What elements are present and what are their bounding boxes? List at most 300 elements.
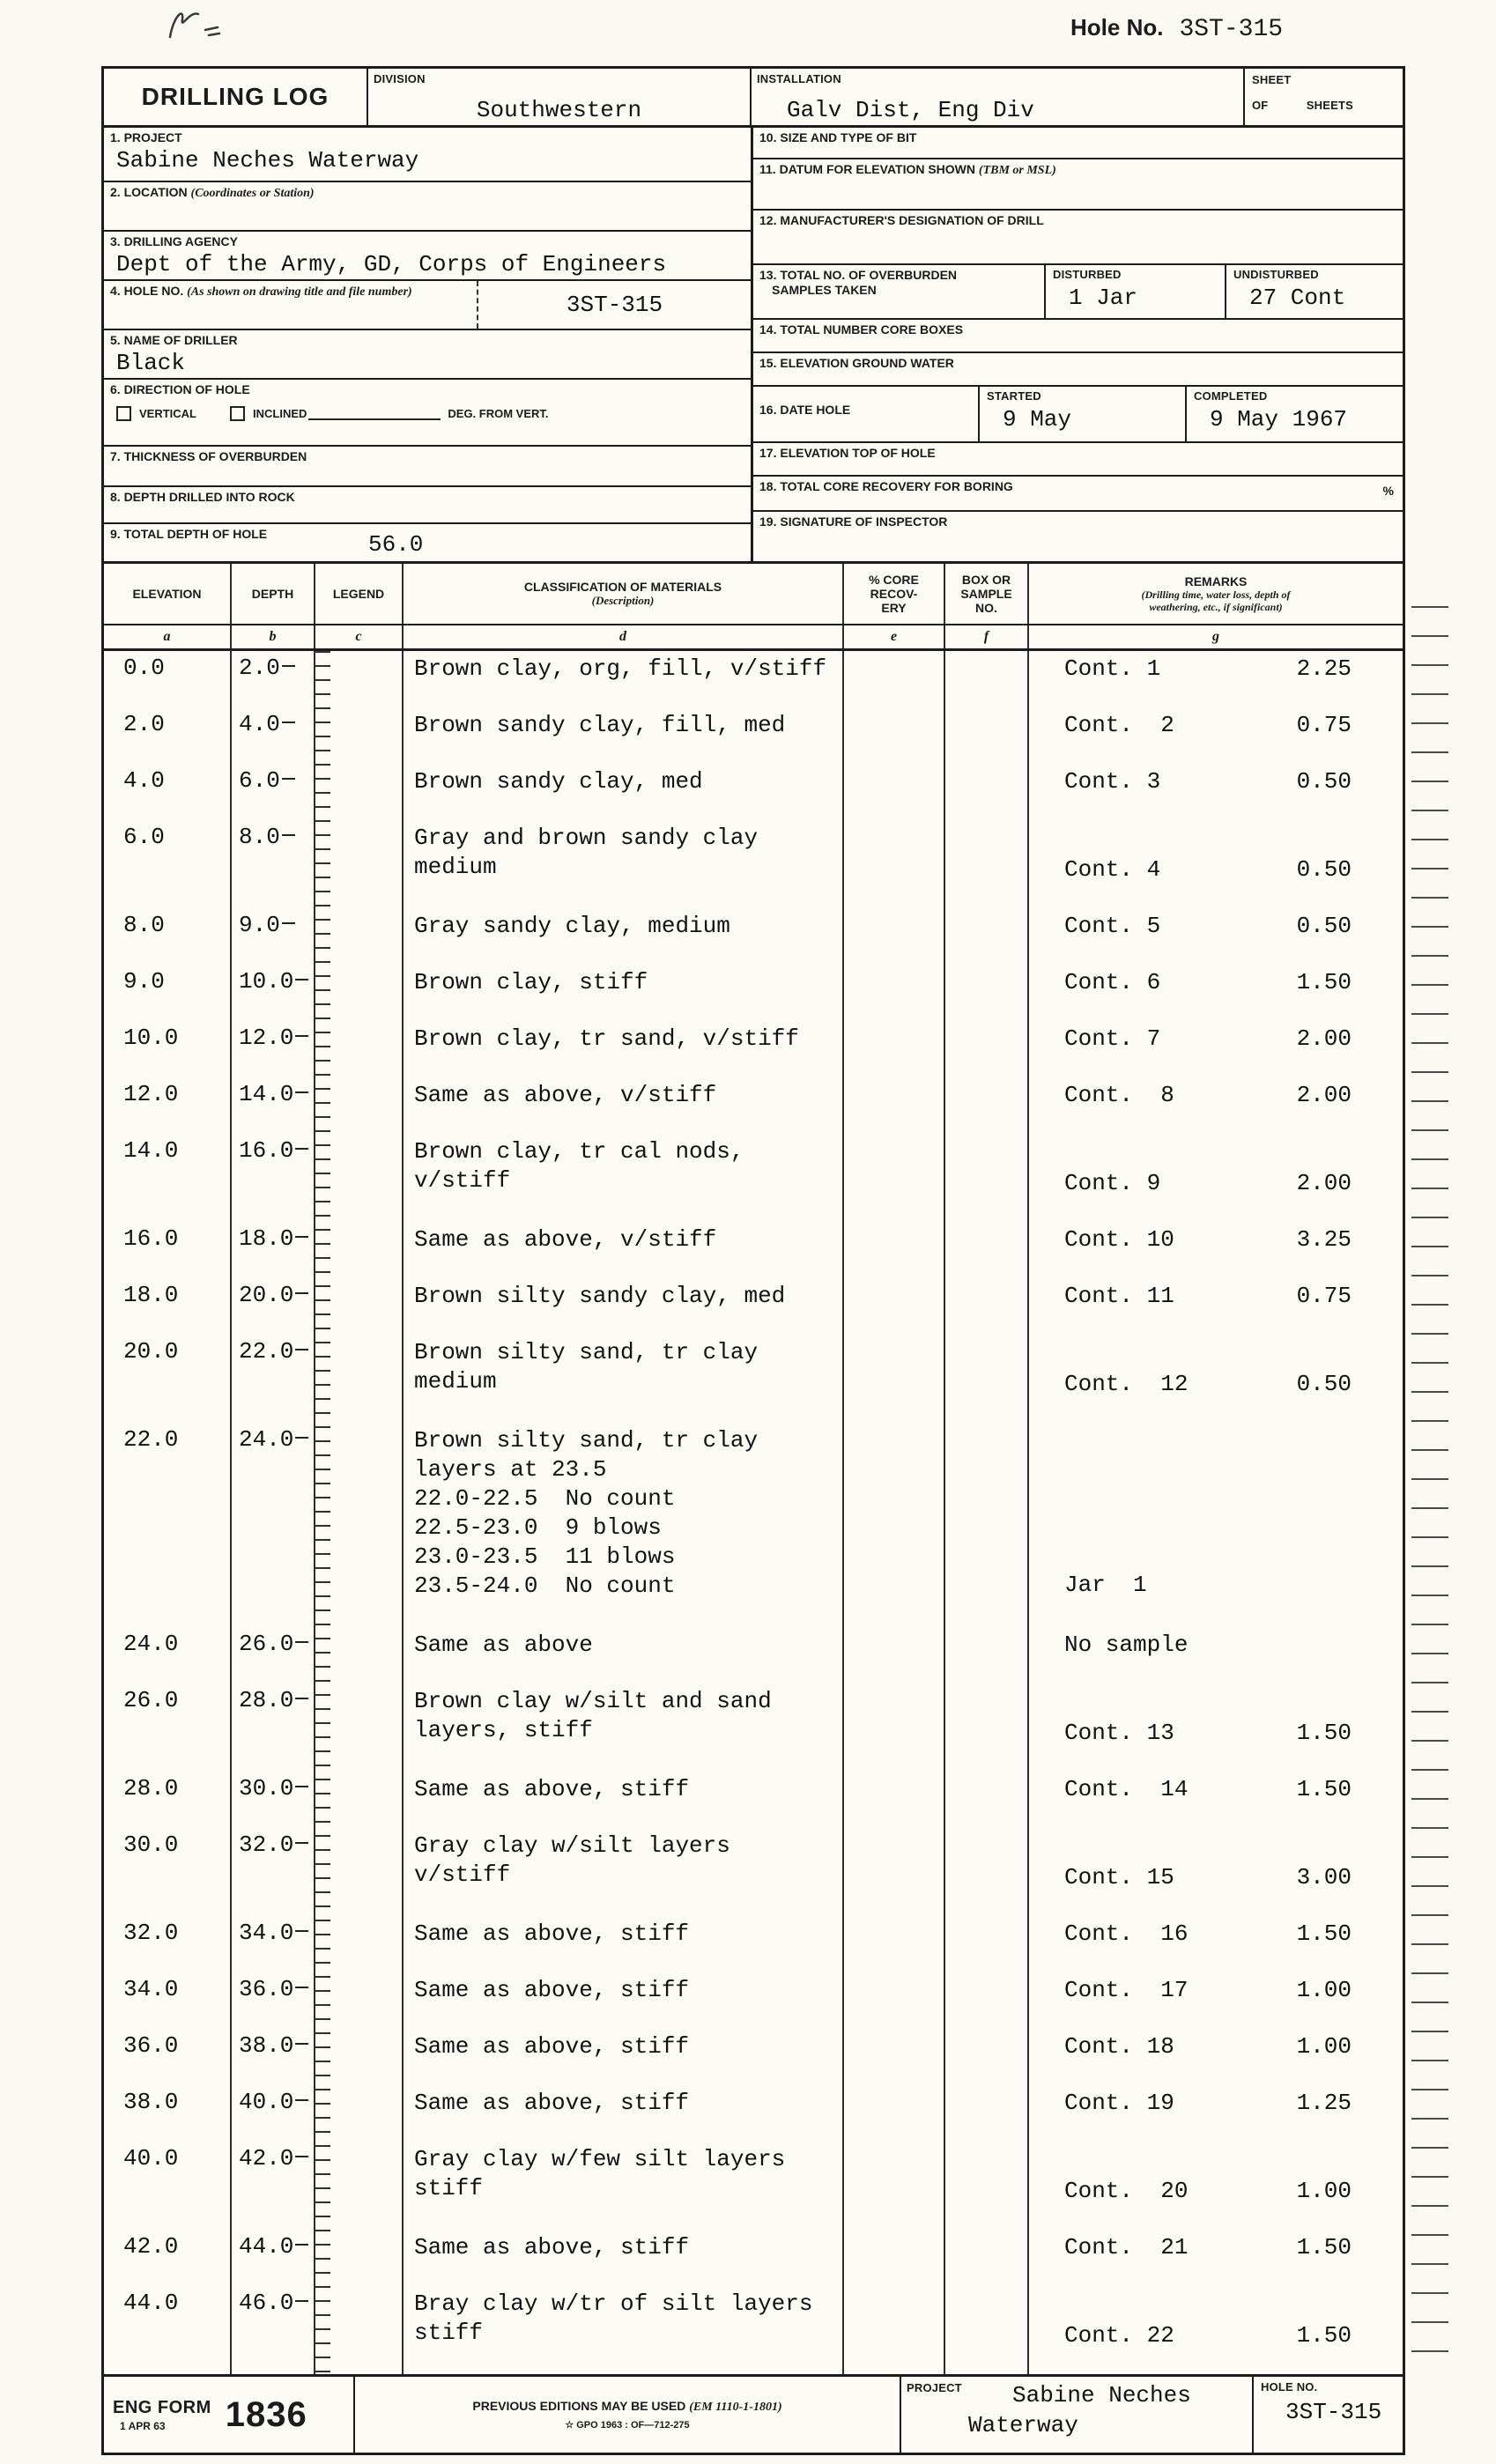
remarks-cell: [1029, 1972, 1403, 2029]
date-hole-label: 16. DATE HOLE: [759, 403, 851, 417]
remarks-cell: [1029, 764, 1403, 820]
started-value: 9 May: [1003, 406, 1072, 433]
remark-text: Cont. 5: [1064, 913, 1161, 939]
box-sample-cell: [945, 1916, 1029, 1972]
remark-text: Cont. 4: [1064, 856, 1161, 883]
eng-form-cell: [104, 2377, 355, 2453]
remark-text: Cont. 13: [1064, 1720, 1174, 1746]
depth-value: 38.0: [232, 2029, 315, 2085]
description-cell: Bray clay w/tr of silt layers stiff: [404, 2286, 844, 2374]
description-cell: Brown clay, tr sand, v/stiff: [404, 1021, 844, 1077]
remarks-cell: [1029, 1423, 1403, 1627]
location-label: 2. LOCATION (Coordinates or Station): [110, 185, 315, 200]
completed-cell: [1185, 387, 1403, 441]
subheader-g: g: [1212, 629, 1219, 644]
form-number: 1836: [225, 2394, 307, 2434]
drilling-time: 2.00: [1296, 1082, 1352, 1108]
box-sample-column-header: BOX OR SAMPLE NO.: [945, 564, 1029, 624]
subheader-e: e: [844, 625, 945, 648]
depth-value: 20.0: [232, 1278, 315, 1335]
description-cell: Gray sandy clay, medium: [404, 908, 844, 965]
box-sample-cell: [945, 1683, 1029, 1772]
footer-project-label: PROJECT: [907, 2381, 962, 2394]
remark-text: Cont. 6: [1064, 969, 1161, 995]
log-row: [104, 2286, 1403, 2374]
depth-column-header: DEPTH: [232, 564, 315, 624]
disturbed-value: 1 Jar: [1069, 285, 1138, 311]
log-row: [104, 651, 1403, 707]
drilling-time: 3.00: [1296, 1864, 1352, 1891]
description-cell: Same as above, v/stiff: [404, 1077, 844, 1134]
remarks-cell: [1029, 1077, 1403, 1134]
field-overburden-samples: [753, 265, 1403, 320]
remarks-cell: [1029, 707, 1403, 764]
remarks-cell: [1029, 2142, 1403, 2230]
depth-value: 34.0: [232, 1916, 315, 1972]
core-recovery-cell: [844, 1335, 945, 1423]
drilling-time: 3.25: [1296, 1226, 1352, 1253]
log-row: [104, 2085, 1403, 2142]
depth-value: 6.0: [232, 764, 315, 820]
footer-project-cell: [901, 2377, 1254, 2453]
remarks-cell: [1029, 908, 1403, 965]
drilling-time: 1.50: [1296, 2322, 1352, 2349]
description-cell: Same as above, stiff: [404, 2230, 844, 2286]
remarks-cell: [1029, 965, 1403, 1021]
log-row: [104, 1222, 1403, 1278]
box-sample-cell: [945, 2142, 1029, 2230]
box-sample-cell: [945, 651, 1029, 707]
inclined-checkbox: [230, 406, 245, 421]
depth-value: 32.0: [232, 1828, 315, 1916]
remarks-cell: [1029, 1916, 1403, 1972]
percent-sign: %: [1382, 484, 1394, 498]
remark-text: Cont. 11: [1064, 1283, 1174, 1309]
description-cell: Gray and brown sandy clay medium: [404, 820, 844, 908]
remark-text: Cont. 17: [1064, 1977, 1189, 2003]
elevation-value: 8.0: [104, 908, 232, 965]
drilling-time: 1.50: [1296, 969, 1352, 995]
core-recovery-cell: [844, 1278, 945, 1335]
field-datum: [753, 159, 1403, 211]
drilling-time: 2.25: [1296, 655, 1352, 682]
project-value: Sabine Neches Waterway: [116, 147, 419, 174]
log-row: [104, 1021, 1403, 1077]
remarks-cell: [1029, 651, 1403, 707]
depth-value: 28.0: [232, 1683, 315, 1772]
drilling-time: 0.75: [1296, 712, 1352, 738]
description-cell: Gray clay w/silt layers v/stiff: [404, 1828, 844, 1916]
drill-designation-label: 12. MANUFACTURER'S DESIGNATION OF DRILL: [759, 213, 1044, 227]
elevation-value: 9.0: [104, 965, 232, 1021]
log-row: [104, 1423, 1403, 1627]
division-value: Southwestern: [476, 97, 642, 123]
handwritten-mark: [163, 4, 286, 48]
field-core-recovery: [753, 477, 1403, 512]
box-sample-cell: [945, 1021, 1029, 1077]
box-sample-cell: [945, 1972, 1029, 2029]
description-cell: Brown sandy clay, fill, med: [404, 707, 844, 764]
form-fields: [104, 128, 1403, 561]
core-recovery-cell: [844, 1972, 945, 2029]
completed-label: COMPLETED: [1194, 389, 1268, 403]
description-cell: Brown clay, org, fill, v/stiff: [404, 651, 844, 707]
elevation-value: 38.0: [104, 2085, 232, 2142]
ground-water-label: 15. ELEVATION GROUND WATER: [759, 356, 954, 370]
log-row: [104, 764, 1403, 820]
core-recovery-cell: [844, 1828, 945, 1916]
vertical-label: VERTICAL: [139, 407, 196, 420]
description-cell: Brown clay, tr cal nods, v/stiff: [404, 1134, 844, 1222]
log-table-body: [104, 651, 1403, 2374]
core-recovery-cell: [844, 965, 945, 1021]
samples-label: 13. TOTAL NO. OF OVERBURDEN SAMPLES TAKEN: [759, 268, 958, 297]
depth-value: 24.0: [232, 1423, 315, 1627]
description-cell: Brown sandy clay, med: [404, 764, 844, 820]
remark-text: Cont. 20: [1064, 2178, 1189, 2204]
form-date: 1 APR 63: [120, 2419, 166, 2432]
drilling-time: 1.50: [1296, 1720, 1352, 1746]
drilling-agency-label: 3. DRILLING AGENCY: [110, 234, 238, 248]
description-cell: Brown clay w/silt and sand layers, stiff: [404, 1683, 844, 1772]
remark-text: Cont. 16: [1064, 1920, 1189, 1947]
remark-text: Cont. 2: [1064, 712, 1174, 738]
log-row: [104, 1134, 1403, 1222]
project-label: 1. PROJECT: [110, 130, 182, 144]
undisturbed-cell: [1225, 265, 1403, 318]
completed-value: 9 May 1967: [1210, 406, 1348, 433]
depth-value: 18.0: [232, 1222, 315, 1278]
field-overburden-thickness: [104, 447, 751, 487]
drilling-time: 2.00: [1296, 1170, 1352, 1196]
core-recovery-cell: [844, 2029, 945, 2085]
box-sample-cell: [945, 965, 1029, 1021]
footer-hole-value: 3ST-315: [1285, 2399, 1382, 2425]
log-row: [104, 1278, 1403, 1335]
elevation-value: 32.0: [104, 1916, 232, 1972]
remarks-cell: [1029, 1683, 1403, 1772]
field-elevation-top: [753, 443, 1403, 477]
log-row: [104, 707, 1403, 764]
remark-text: Cont. 7: [1064, 1025, 1161, 1052]
field-core-boxes: [753, 320, 1403, 353]
elevation-value: 26.0: [104, 1683, 232, 1772]
drilling-time: 1.50: [1296, 2234, 1352, 2261]
box-sample-cell: [945, 1278, 1029, 1335]
elevation-value: 12.0: [104, 1077, 232, 1134]
started-label: STARTED: [987, 389, 1041, 403]
sheet-label: SHEET: [1252, 73, 1292, 86]
core-recovery-cell: [844, 908, 945, 965]
core-recovery-cell: [844, 707, 945, 764]
remark-text: Cont. 21: [1064, 2234, 1189, 2261]
drilling-time: 1.50: [1296, 1776, 1352, 1802]
box-sample-cell: [945, 1627, 1029, 1683]
depth-value: 42.0: [232, 2142, 315, 2230]
field-direction: [104, 380, 751, 447]
box-sample-cell: [945, 2230, 1029, 2286]
description-cell: Same as above, stiff: [404, 2085, 844, 2142]
remark-text: Cont. 3: [1064, 768, 1161, 795]
footer-hole-label: HOLE NO.: [1261, 2380, 1318, 2394]
box-sample-cell: [945, 2286, 1029, 2374]
right-margin-ruler-ticks: [1411, 606, 1448, 2372]
box-sample-cell: [945, 1222, 1029, 1278]
log-row: [104, 1772, 1403, 1828]
elevation-value: 14.0: [104, 1134, 232, 1222]
drilling-time: 1.00: [1296, 2178, 1352, 2204]
hole-number-header: [1070, 14, 1283, 43]
remarks-cell: [1029, 2230, 1403, 2286]
field-project: [104, 128, 751, 182]
subheader-c: c: [315, 625, 404, 648]
elevation-value: 20.0: [104, 1335, 232, 1423]
undisturbed-value: 27 Cont: [1249, 285, 1346, 311]
description-cell: Same as above: [404, 1627, 844, 1683]
log-row: [104, 2142, 1403, 2230]
description-cell: Gray clay w/few silt layers stiff: [404, 2142, 844, 2230]
gpo-note: ☆ GPO 1963 : OF—712-275: [565, 2420, 690, 2431]
log-row: [104, 1828, 1403, 1916]
started-cell: [978, 387, 1185, 441]
remark-text: Cont. 22: [1064, 2322, 1174, 2349]
core-recovery-column-header: % CORE RECOV- ERY: [844, 564, 945, 624]
field-date-hole: [753, 387, 1403, 443]
total-depth-value: 56.0: [368, 531, 424, 558]
drilling-time: 0.75: [1296, 1283, 1352, 1309]
remark-text: Cont. 18: [1064, 2033, 1174, 2060]
log-table: [104, 561, 1403, 2374]
inspector-label: 19. SIGNATURE OF INSPECTOR: [759, 514, 948, 529]
remark-text: Cont. 10: [1064, 1226, 1174, 1253]
deg-from-vert-label: DEG. FROM VERT.: [448, 407, 549, 420]
core-recovery-cell: [844, 764, 945, 820]
sheets-label: SHEETS: [1306, 99, 1353, 112]
depth-value: 30.0: [232, 1772, 315, 1828]
footer-hole-cell: [1254, 2377, 1403, 2453]
elevation-column-header: ELEVATION: [104, 564, 232, 624]
subheader-d: d: [404, 625, 844, 648]
direction-label: 6. DIRECTION OF HOLE: [110, 382, 250, 396]
core-recovery-cell: [844, 1423, 945, 1627]
box-sample-cell: [945, 908, 1029, 965]
depth-value: 12.0: [232, 1021, 315, 1077]
depth-value: 36.0: [232, 1972, 315, 2029]
elevation-value: 18.0: [104, 1278, 232, 1335]
drilling-time: 0.50: [1296, 768, 1352, 795]
driller-value: Black: [116, 350, 186, 376]
elevation-top-label: 17. ELEVATION TOP OF HOLE: [759, 446, 936, 460]
log-table-header: [104, 564, 1403, 625]
remarks-cell: [1029, 1627, 1403, 1683]
description-cell: Same as above, stiff: [404, 1772, 844, 1828]
depth-value: 4.0: [232, 707, 315, 764]
remark-text: Cont. 14: [1064, 1776, 1189, 1802]
rock-depth-label: 8. DEPTH DRILLED INTO ROCK: [110, 490, 295, 504]
core-recovery-cell: [844, 2230, 945, 2286]
log-row: [104, 1916, 1403, 1972]
field-total-depth: [104, 524, 751, 561]
footer-project-value-line1: Sabine Neches: [1012, 2382, 1191, 2409]
box-sample-cell: [945, 2085, 1029, 2142]
elevation-value: 30.0: [104, 1828, 232, 1916]
drilling-time: 0.50: [1296, 913, 1352, 939]
log-row: [104, 1335, 1403, 1423]
drilling-time: 1.25: [1296, 2090, 1352, 2116]
installation-label: INSTALLATION: [757, 72, 841, 85]
drilling-agency-value: Dept of the Army, GD, Corps of Engineers: [116, 251, 667, 277]
inclined-label: INCLINED: [253, 407, 307, 420]
remark-text: Cont. 19: [1064, 2090, 1174, 2116]
remark-text: No sample: [1064, 1632, 1189, 1658]
depth-value: 16.0: [232, 1134, 315, 1222]
remarks-cell: [1029, 1222, 1403, 1278]
box-sample-cell: [945, 2029, 1029, 2085]
remarks-cell: [1029, 2029, 1403, 2085]
box-sample-cell: [945, 1772, 1029, 1828]
field-drilling-agency: [104, 232, 751, 281]
remarks-cell: [1029, 2286, 1403, 2374]
description-cell: Same as above, stiff: [404, 1916, 844, 1972]
core-recovery-cell: [844, 1627, 945, 1683]
log-row: [104, 1077, 1403, 1134]
depth-value: 26.0: [232, 1627, 315, 1683]
installation-cell: [752, 69, 1245, 125]
undisturbed-label: UNDISTURBED: [1233, 268, 1319, 281]
depth-value: 8.0: [232, 820, 315, 908]
remarks-cell: [1029, 1828, 1403, 1916]
field-drill-designation: [753, 211, 1403, 265]
drilling-time: 0.50: [1296, 856, 1352, 883]
core-boxes-label: 14. TOTAL NUMBER CORE BOXES: [759, 322, 964, 337]
core-recovery-cell: [844, 1077, 945, 1134]
datum-label: 11. DATUM FOR ELEVATION SHOWN (TBM or MSL): [759, 162, 1056, 177]
remarks-cell: [1029, 1134, 1403, 1222]
legend-depth-ticks: [315, 651, 330, 2374]
eng-form-label: ENG FORM: [113, 2397, 211, 2417]
form-header-row: [104, 69, 1403, 128]
drilling-time: 1.00: [1296, 1977, 1352, 2003]
elevation-value: 24.0: [104, 1627, 232, 1683]
description-cell: Same as above, v/stiff: [404, 1222, 844, 1278]
box-sample-cell: [945, 1828, 1029, 1916]
remarks-column-header: REMARKS (Drilling time, water loss, depth of weathering, etc., if significant): [1141, 574, 1291, 613]
footer-project-value-line2: Waterway: [968, 2412, 1078, 2438]
elevation-value: 6.0: [104, 820, 232, 908]
disturbed-cell: [1044, 265, 1225, 318]
log-subheader-row: [104, 625, 1403, 651]
depth-value: 2.0: [232, 651, 315, 707]
core-recovery-cell: [844, 1772, 945, 1828]
box-sample-cell: [945, 764, 1029, 820]
left-field-column: [104, 128, 753, 561]
field-ground-water: [753, 353, 1403, 387]
field-inspector: [753, 512, 1403, 561]
elevation-value: 10.0: [104, 1021, 232, 1077]
remarks-cell: [1029, 1772, 1403, 1828]
elevation-value: 42.0: [104, 2230, 232, 2286]
elevation-value: 2.0: [104, 707, 232, 764]
elevation-value: 44.0: [104, 2286, 232, 2374]
log-row: [104, 965, 1403, 1021]
drilling-time: 1.50: [1296, 1920, 1352, 1947]
remark-text: Cont. 15: [1064, 1864, 1174, 1891]
core-recovery-cell: [844, 1222, 945, 1278]
log-row: [104, 2029, 1403, 2085]
division-cell: [368, 69, 752, 125]
total-depth-label: 9. TOTAL DEPTH OF HOLE: [110, 527, 268, 541]
elevation-value: 0.0: [104, 651, 232, 707]
depth-value: 14.0: [232, 1077, 315, 1134]
core-recovery-cell: [844, 1916, 945, 1972]
depth-value: 22.0: [232, 1335, 315, 1423]
installation-value: Galv Dist, Eng Div: [787, 97, 1034, 123]
log-row: [104, 1683, 1403, 1772]
log-row: [104, 2230, 1403, 2286]
log-row: [104, 1627, 1403, 1683]
remarks-cell: [1029, 820, 1403, 908]
core-recovery-cell: [844, 2286, 945, 2374]
subheader-f: f: [945, 625, 1029, 648]
core-recovery-cell: [844, 820, 945, 908]
division-label: DIVISION: [374, 72, 426, 85]
core-recovery-cell: [844, 1683, 945, 1772]
log-row: [104, 820, 1403, 908]
remark-text: Jar 1: [1064, 1572, 1147, 1598]
form-title: DRILLING LOG: [104, 69, 368, 125]
previous-editions-cell: [355, 2377, 901, 2453]
degrees-blank-line: [308, 408, 441, 420]
classification-column-header: CLASSIFICATION OF MATERIALS (Description): [404, 564, 844, 624]
depth-value: 9.0: [232, 908, 315, 965]
depth-value: 46.0: [232, 2286, 315, 2374]
box-sample-cell: [945, 1077, 1029, 1134]
disturbed-label: DISTURBED: [1053, 268, 1122, 281]
box-sample-cell: [945, 1134, 1029, 1222]
core-recovery-cell: [844, 651, 945, 707]
remark-text: Cont. 9: [1064, 1170, 1161, 1196]
drilling-time: 0.50: [1296, 1371, 1352, 1397]
bit-label: 10. SIZE AND TYPE OF BIT: [759, 130, 917, 144]
elevation-value: 4.0: [104, 764, 232, 820]
core-recovery-label: 18. TOTAL CORE RECOVERY FOR BORING: [759, 479, 1013, 493]
sheet-cell: [1245, 69, 1403, 125]
elevation-value: 28.0: [104, 1772, 232, 1828]
remark-text: Cont. 12: [1064, 1371, 1189, 1397]
remarks-cell: [1029, 1278, 1403, 1335]
core-recovery-cell: [844, 2085, 945, 2142]
form-footer: [104, 2374, 1403, 2453]
hole-no-field-label: 4. HOLE NO. (As shown on drawing title and file number): [110, 284, 412, 299]
log-row: [104, 908, 1403, 965]
core-recovery-cell: [844, 2142, 945, 2230]
field-rock-depth: [104, 487, 751, 524]
legend-column-header: LEGEND: [315, 564, 404, 624]
box-sample-cell: [945, 820, 1029, 908]
depth-value: 44.0: [232, 2230, 315, 2286]
elevation-value: 16.0: [104, 1222, 232, 1278]
remarks-cell: [1029, 2085, 1403, 2142]
field-location: [104, 182, 751, 232]
depth-value: 40.0: [232, 2085, 315, 2142]
em-reference: (EM 1110-1-1801): [689, 2401, 782, 2414]
description-cell: Same as above, stiff: [404, 2029, 844, 2085]
previous-editions-text: PREVIOUS EDITIONS MAY BE USED: [472, 2399, 686, 2413]
hole-no-value: 3ST-315: [1179, 16, 1284, 43]
core-recovery-cell: [844, 1134, 945, 1222]
drilling-time: 2.00: [1296, 1025, 1352, 1052]
driller-label: 5. NAME OF DRILLER: [110, 333, 238, 347]
